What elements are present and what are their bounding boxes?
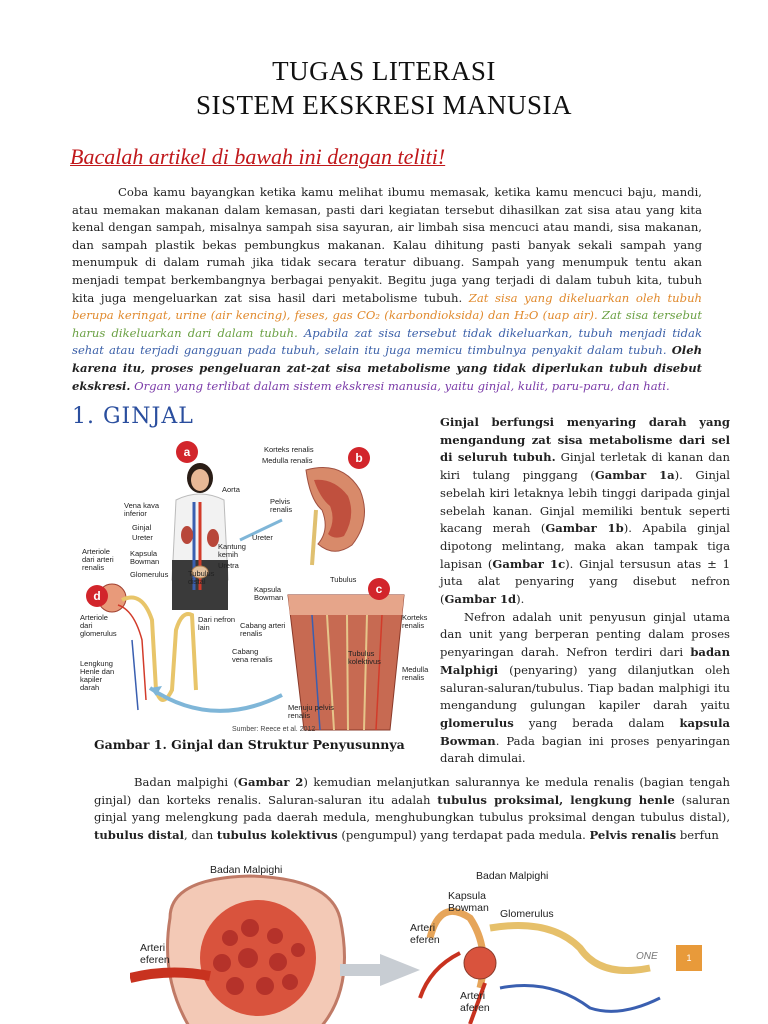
figure1-source: Sumber: Reece et al. 2012 bbox=[232, 726, 316, 733]
fig2-label-kapsula-bowman: Kapsula Bowman bbox=[448, 890, 489, 914]
bottom-t1: tubulus proksimal, lengkung henle bbox=[437, 792, 675, 807]
bottom-e: (pengumpul) yang terdapat pada medula. bbox=[337, 827, 590, 842]
label-medulla-renalis: Medulla renalis bbox=[262, 456, 313, 465]
section-heading-ginjal: 1. GINJAL bbox=[72, 404, 194, 429]
figure-ginjal bbox=[72, 440, 434, 736]
rcol-badan-malphigi: badan Malphigi bbox=[440, 645, 730, 677]
label-ginjal: Ginjal bbox=[132, 523, 152, 532]
label-arteriole-glomerulus: Arteriole dari glomerulus bbox=[80, 613, 117, 638]
rcol-p2a: Nefron adalah unit penyusun ginjal utama dan unit yang berperan penting dalam proses penyaringan darah. Nefron terdiri dari bbox=[440, 609, 730, 660]
intro-instruction: Bacalah artikel di bawah ini dengan teliti! bbox=[70, 144, 446, 169]
label-lengkung-henle: Lengkung Henle dan kapiler darah bbox=[80, 659, 115, 692]
figure-badan-malpighi bbox=[130, 858, 690, 1024]
fig2-label-glomerulus: Glomerulus bbox=[500, 908, 554, 920]
label-ureter2: Ureter bbox=[252, 533, 273, 542]
page-number: 1 bbox=[676, 945, 702, 971]
title-line2: SISTEM EKSKRESI MANUSIA bbox=[195, 90, 573, 120]
rcol-p2c: yang berada dalam bbox=[513, 715, 680, 730]
para1-orange: Zat sisa yang dikeluarkan oleh tubuh berupa keringat, urine (air kencing), feses, gas CO₂ (karbondioksida) dan H₂O (uap air). bbox=[72, 290, 703, 323]
label-cabang-vena: Cabang vena renalis bbox=[232, 647, 273, 664]
rcol-g1b: Gambar 1b bbox=[545, 521, 624, 536]
footer-text: ONE bbox=[636, 951, 658, 962]
bottom-d: , dan bbox=[184, 827, 217, 842]
label-kapsula-bowman2: Kapsula Bowman bbox=[254, 585, 284, 602]
badge-a: a bbox=[176, 441, 198, 463]
bottom-b: ) kemudian melanjutkan salurannya ke medula renalis (bagian tengah ginjal) dan korteks renalis. Saluran-saluran itu adalah bbox=[94, 775, 730, 807]
para1-green: Zat sisa tersebut harus dikeluarkan dari dalam tubuh. bbox=[72, 308, 702, 340]
para1-purple: Organ yang terlibat dalam sistem ekskresi manusia, yaitu ginjal, kulit, paru-paru, dan hati. bbox=[134, 378, 670, 393]
label-uretra: Uretra bbox=[218, 561, 239, 570]
paragraph-malpighi bbox=[94, 774, 730, 844]
rcol-p1b: ). Ginjal sebelah kiri letaknya lebih tinggi daripada ginjal sebelah kanan. Ginjal memiliki bentuk seperti kacang merah ( bbox=[440, 468, 730, 536]
label-aorta: Aorta bbox=[222, 485, 240, 494]
label-korteks2: Korteks renalis bbox=[402, 613, 428, 630]
rcol-g1d: Gambar 1d bbox=[444, 592, 517, 607]
paragraph-intro bbox=[72, 184, 702, 395]
label-menuju-pelvis: Menuju pelvis renalis bbox=[288, 703, 334, 720]
rcol-glomerulus: glomerulus bbox=[440, 715, 514, 730]
fig2-label-arteri-eferen2: Arteri eferen bbox=[410, 922, 440, 946]
bottom-c: (saluran ginjal yang melengkung pada daerah medula, menghubungkan tubulus proksimal dengan tubulus distal), bbox=[94, 792, 730, 825]
rcol-kapsula: kapsula Bowman bbox=[440, 715, 730, 748]
rcol-p2d: . Pada bagian ini proses penyaringan darah dimulai. bbox=[440, 733, 730, 766]
bottom-a: Badan malpighi ( bbox=[134, 775, 239, 789]
para1-blue: Apabila zat sisa tersebut tidak dikeluarkan, tubuh menjadi tidak sehat atau terjadi gangguan pada tubuh, selain itu juga memicu timbulnya penyakit dalam tubuh. bbox=[72, 325, 702, 358]
rcol-p1a: Ginjal terletak di kanan dan kiri tulang pinggang ( bbox=[440, 450, 730, 483]
fig2-label-badan-malpighi2: Badan Malpighi bbox=[476, 870, 549, 882]
label-tubulus-kolektivus: Tubulus kolektivus bbox=[348, 649, 381, 666]
label-ureter: Ureter bbox=[132, 533, 153, 542]
badge-c: c bbox=[368, 578, 390, 600]
rcol-p1e: ). bbox=[516, 592, 525, 607]
badge-b: b bbox=[348, 447, 370, 469]
fig2-label-arteri-eferen: Arteri eferen bbox=[140, 942, 170, 966]
title-line1: TUGAS LITERASI bbox=[272, 56, 496, 86]
rcol-p2b: (penyaring) yang dilanjutkan oleh saluran-saluran/tubulus. Tiap badan malphigi itu mengandung gulungan kapiler darah yaitu bbox=[440, 662, 730, 713]
rcol-p1c: ). Apabila ginjal dipotong melintang, maka akan tampak tiga lapisan ( bbox=[440, 521, 730, 571]
rcol-bold-intro: Ginjal berfungsi menyaring darah yang mengandung zat sisa metabolisme dari sel di seluruh tubuh. bbox=[440, 415, 730, 465]
para1-black: Oleh karena itu, proses pengeluaran zat-zat sisa metabolisme yang tidak diperlukan tubuh disebut ekskresi. bbox=[72, 343, 702, 393]
label-glomerulus: Glomerulus bbox=[130, 570, 169, 579]
label-pelvis-renalis: Pelvis renalis bbox=[270, 497, 293, 514]
bottom-t3: tubulus kolektivus bbox=[216, 827, 338, 842]
bottom-f: berfun bbox=[676, 827, 719, 842]
label-arteriole: Arteriole dari arteri renalis bbox=[82, 547, 114, 572]
rcol-g1a: Gambar 1a bbox=[594, 468, 675, 483]
bottom-t2: tubulus distal bbox=[94, 827, 185, 842]
bottom-t4: Pelvis renalis bbox=[589, 827, 677, 842]
rcol-g1c: Gambar 1c bbox=[492, 556, 566, 571]
label-kapsula-bowman: Kapsula Bowman bbox=[130, 549, 160, 566]
label-medulla2: Medulla renalis bbox=[402, 665, 429, 682]
label-vena-kava: Vena kava inferior bbox=[124, 501, 160, 518]
label-cabang-arteri: Cabang arteri renalis bbox=[240, 621, 286, 638]
fig2-label-arteri-aferen: Arteri aferen bbox=[460, 990, 490, 1014]
ginjal-description bbox=[440, 414, 730, 768]
bottom-g2: Gambar 2 bbox=[238, 775, 304, 789]
fig2-label-badan-malpighi: Badan Malpighi bbox=[210, 864, 283, 876]
figure1-caption: Gambar 1. Ginjal dan Struktur Penyusunnya bbox=[94, 737, 405, 752]
label-korteks-renalis: Korteks renalis bbox=[264, 445, 314, 454]
label-dari-nefron: Dari nefron lain bbox=[198, 615, 236, 632]
rcol-p1d: ). Ginjal tersusun atas ± 1 juta alat penyaring yang disebut nefron ( bbox=[440, 556, 730, 607]
label-kantung-kemih: Kantung kemih bbox=[218, 542, 246, 559]
label-tubulus-distal: Tubulus distal bbox=[188, 569, 215, 586]
label-tubulus: Tubulus bbox=[330, 575, 357, 584]
para1-plain: Coba kamu bayangkan ketika kamu melihat ibumu memasak, ketika kamu mencuci baju, mandi, atau memakan makanan dalam kemasan, pasti dari kegiatan tersebut dihasilkan zat sisa atau yang kita kenal dengan sampah, misalnya sampah sisa sayuran, air limbah sisa mencuci atau mandi, sisa makanan, dan sampah plastik bekas pembungkus makanan. Kalau dihitung pasti banyak sekali sampah yang menumpuk di dalam rumah jika tidak secara teratur dibuang. Sampah yang menumpuk tentu akan menjadi tempat berkembangnya berbagai penyakit. Begitu juga yang terjadi di dalam tubuh kita, tubuh kita juga mengeluarkan zat sisa hasil dari metabolisme tubuh. bbox=[72, 185, 702, 305]
badge-d: d bbox=[86, 585, 108, 607]
